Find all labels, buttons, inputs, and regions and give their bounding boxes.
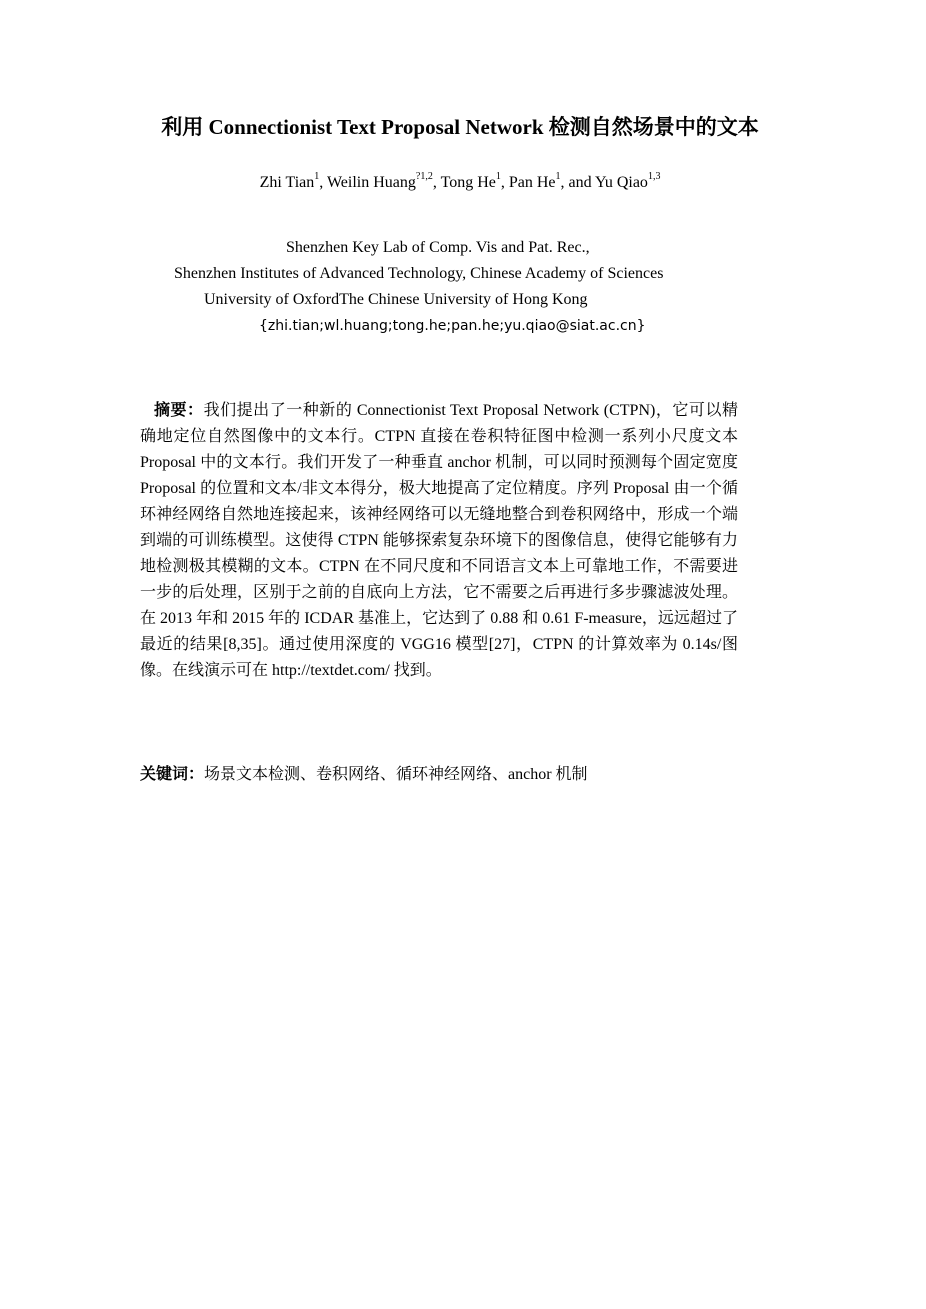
keywords-line	[140, 762, 760, 788]
author-list	[120, 172, 800, 194]
author-name: Yu Qiao	[595, 174, 648, 191]
affiliation-line: Shenzhen Institutes of Advanced Technology, Chinese Academy of Sciences	[174, 265, 664, 282]
author-affiliation-mark: 1	[555, 170, 561, 182]
affiliation-line: University of OxfordThe Chinese University of Hong Kong	[204, 291, 588, 308]
author-separator: ,	[500, 174, 509, 191]
author-name: Weilin Huang	[326, 174, 416, 191]
author-separator: ,	[432, 174, 441, 191]
author-affiliation-mark: 1	[495, 170, 501, 182]
author-name: Pan He	[508, 174, 556, 191]
author-affiliation-mark: 1	[314, 170, 320, 182]
abstract-text: 我们提出了一种新的 Connectionist Text Proposal Network (CTPN)，它可以精确地定位自然图像中的文本行。CTPN 直接在卷积特征图中检测一系列小尺度文本 Proposal 中的文本行。我们开发了一种垂直 anchor 机制，可以同时预测每个固定宽度 Proposal 的位置和文本/非文本得分，极大地提高了定位精度。序列 Proposal 由一个循环神经网络自然地连接起来，该神经网络可以无缝地整合到卷积网络中，形成一个端到端的可训练模型。这使得 CTPN 能够探索复杂环境下的图像信息，使得它能够有力地检测极其模糊的文本。CTPN 在不同尺度和不同语言文本上可靠地工作，不需要进一步的后处理，区别于之前的自底向上方法，它不需要之后再进行多步骤滤波处理。在 2013 年和 2015 年的 ICDAR 基准上，它达到了 0.88 和 0.61 F-measure，远远超过了最近的结果[8,35]。通过使用深度的 VGG16 模型[27]，CTPN 的计算效率为 0.14s/图像。在线演示可在 http://textdet.com/ 找到。	[140, 402, 738, 679]
author-separator: , and	[560, 174, 596, 191]
author-email: {zhi.tian;wl.huang;tong.he;pan.he;yu.qiao@siat.ac.cn}	[259, 318, 646, 334]
abstract-paragraph	[140, 398, 738, 684]
author-name: Zhi Tian	[259, 174, 315, 191]
abstract-label: 摘要：	[154, 402, 204, 419]
author-separator: ,	[319, 174, 327, 191]
affiliation-line: Shenzhen Key Lab of Comp. Vis and Pat. Rec.,	[286, 239, 590, 256]
keywords-text: 场景文本检测、卷积网络、循环神经网络、anchor 机制	[204, 766, 588, 783]
author-name: Tong He	[440, 174, 496, 191]
author-affiliation-mark: 1,3	[647, 170, 661, 182]
keywords-label: 关键词：	[140, 766, 205, 783]
paper-title: 利用 Connectionist Text Proposal Network 检测自然场景中的文本	[161, 115, 759, 139]
author-affiliation-mark: ?1,2	[415, 170, 433, 182]
